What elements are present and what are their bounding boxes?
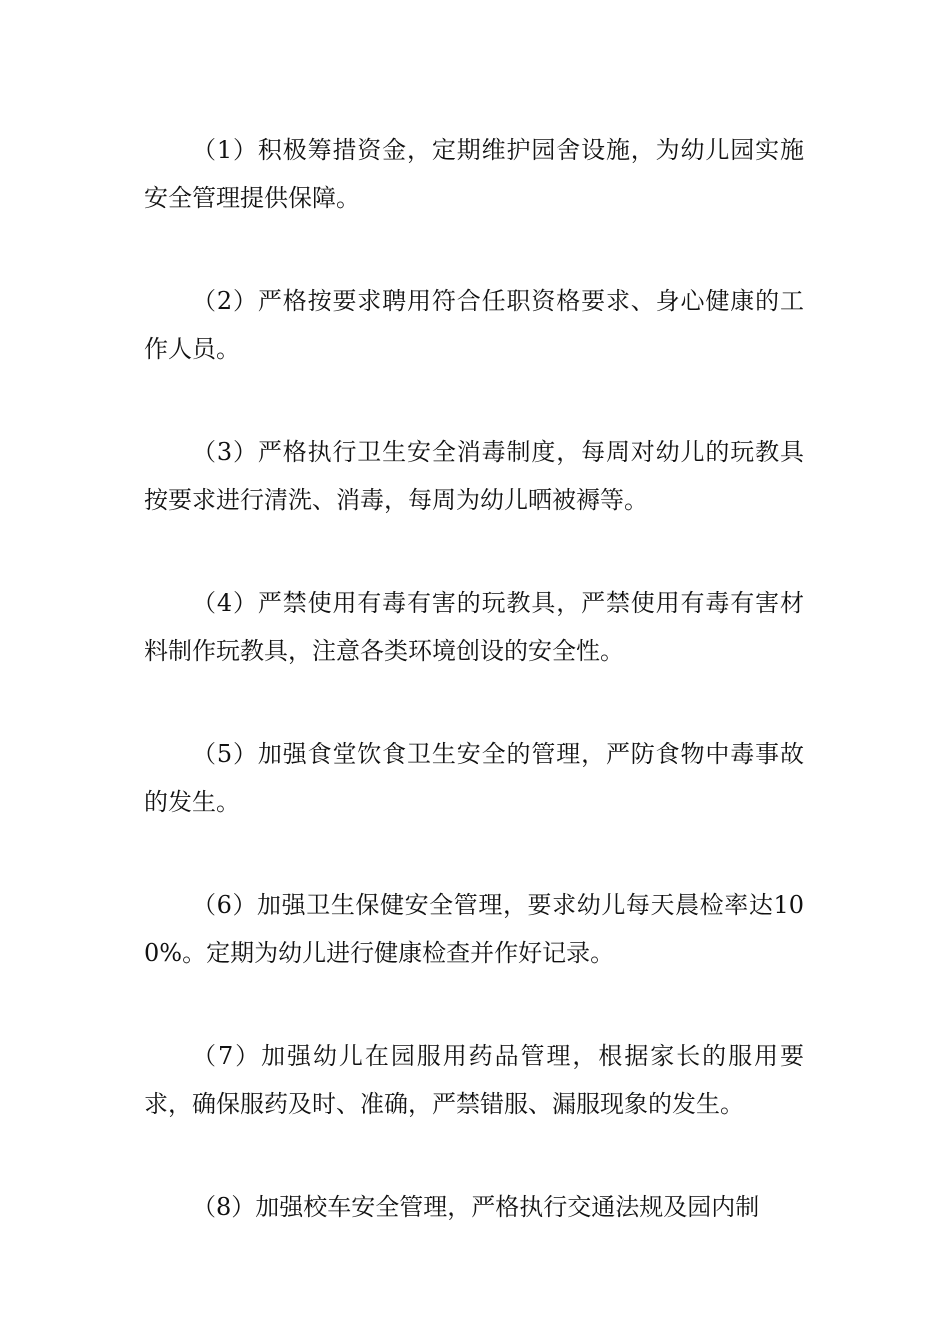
paragraph-4: （4）严禁使用有毒有害的玩教具，严禁使用有毒有害材料制作玩教具，注意各类环境创设的安全性。 (144, 589, 804, 665)
paragraph-6: （6）加强卫生保健安全管理，要求幼儿每天晨检率达100%。定期为幼儿进行健康检查并作好记录。 (144, 891, 804, 967)
paragraph-1: （1）积极筹措资金，定期维护园舍设施，为幼儿园实施安全管理提供保障。 (144, 136, 804, 212)
paragraph-7: （7）加强幼儿在园服用药品管理，根据家长的服用要求，确保服药及时、准确，严禁错服、漏服现象的发生。 (144, 1042, 804, 1118)
paragraph-5: （5）加强食堂饮食卫生安全的管理，严防食物中毒事故的发生。 (144, 740, 804, 816)
document-body (144, 126, 804, 1286)
paragraph-3: （3）严格执行卫生安全消毒制度，每周对幼儿的玩教具按要求进行清洗、消毒，每周为幼儿晒被褥等。 (144, 438, 804, 514)
paragraph-8: （8）加强校车安全管理，严格执行交通法规及园内制 (192, 1193, 760, 1221)
paragraph-2: （2）严格按要求聘用符合任职资格要求、身心健康的工作人员。 (144, 287, 804, 363)
